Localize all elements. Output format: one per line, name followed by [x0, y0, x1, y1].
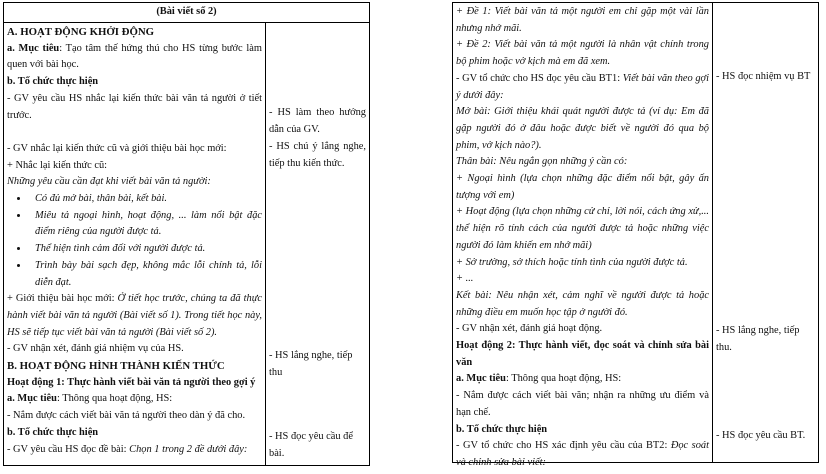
- de-1: + Đề 1: Viết bài văn tả một người em chỉ gặp một vài lần nhưng nhớ mãi.: [456, 6, 709, 34]
- hd1-gv-yeu-cau: - GV yêu cầu HS đọc đề bài: Chọn 1 trong 2 đề dưới đây:: [7, 443, 248, 455]
- gioi-thieu-bai-moi: + Giới thiệu bài học mới: Ở tiết học trước, chúng ta đã thực hành viết bài văn tả người (Bài viết số 1). Trong tiết học này, HS sẽ tiếp tục viết bài văn tả người (Bài viết số 2).: [7, 293, 262, 338]
- teacher-activities-cell: [4, 23, 266, 466]
- hd2-muc-tieu: a. Mục tiêu: Thông qua hoạt động, HS:: [456, 373, 622, 385]
- muc-tieu-a: a. Mục tiêu: Tạo tâm thế hứng thú cho HS từng bước làm quen với bài học.: [7, 42, 262, 71]
- student-activities-cell: [713, 3, 818, 462]
- hs-lang-nghe: - HS lắng nghe, tiếp thu.: [716, 325, 800, 353]
- hd1-to-chuc-heading: b. Tổ chức thực hiện: [7, 426, 99, 438]
- lesson-table-right: [452, 2, 819, 468]
- so-truong: + Sở trường, sở thích hoặc tính tình của người được tả.: [456, 256, 688, 268]
- hs-doc-yeu-cau: - HS đọc yêu cầu BT.: [716, 430, 806, 441]
- hs-chu-y: - HS chú ý lắng nghe, tiếp thu kiến thức.: [269, 141, 366, 169]
- requirements-list: [7, 191, 262, 291]
- gv-nhac-lai: - GV nhắc lại kiến thức cũ và giới thiệu bài học mới:: [7, 142, 227, 154]
- hoat-dong-2-heading: Hoạt động 2: Thực hành viết, đọc soát và chỉnh sửa bài văn: [456, 340, 709, 368]
- table-title: (Bài viết số 2): [4, 3, 369, 23]
- section-b-heading: B. HOẠT ĐỘNG HÌNH THÀNH KIẾN THỨC: [7, 360, 225, 373]
- hd2-to-chuc-heading: b. Tổ chức thực hiện: [456, 423, 548, 435]
- de-2: + Đề 2: Viết bài văn tả một người là nhân vật chính trong bộ phim hoặc vở kịch mà em đã xem.: [456, 39, 709, 68]
- lesson-table-left: [3, 2, 370, 466]
- list-item: • Có đủ mở bài, thân bài, kết bài.: [29, 191, 262, 208]
- gv-nhan-xet: - GV nhận xét, đánh giá nhiệm vụ của HS.: [7, 343, 184, 355]
- hd2-nam-duoc: - Nắm được cách viết bài văn; nhận ra những ưu điểm và hạn chế.: [456, 390, 709, 418]
- teacher-activities-cell: [453, 3, 713, 468]
- to-chuc-heading: b. Tổ chức thực hiện: [7, 76, 99, 88]
- hoat-dong: + Hoạt động (lựa chọn những cử chỉ, lời nói, cách ứng xử,... thể hiện rõ tính cách của người được tả hoặc những việc người đó làm khiến em nhớ mãi): [456, 206, 709, 251]
- hs-doc-nhiem-vu: - HS đọc nhiệm vụ BT: [716, 71, 811, 82]
- hoat-dong-1-heading: Hoạt động 1: Thực hành viết bài văn tả người theo gợi ý: [7, 376, 256, 388]
- gv-yeu-cau: - GV yêu cầu HS nhắc lại kiến thức bài văn tả người ở tiết trước.: [7, 92, 262, 121]
- section-a-heading: A. HOẠT ĐỘNG KHỞI ĐỘNG: [7, 26, 155, 38]
- ngoai-hinh: + Ngoại hình (lựa chọn những đặc điểm nổi bật, gây ấn tượng với em): [456, 173, 709, 201]
- yeu-cau-heading: Những yêu cầu cần đạt khi viết bài văn tả người:: [7, 176, 211, 188]
- list-item: • Trình bày bài sạch đẹp, không mắc lỗi chính tả, lỗi diễn đạt.: [29, 258, 262, 291]
- hs-lam-theo: - HS làm theo hướng dẫn của GV.: [269, 107, 366, 135]
- ket-bai: Kết bài: Nêu nhận xét, cảm nghĩ về người được tả hoặc những điều em muốn học tập ở người đó.: [456, 289, 709, 318]
- ellipsis-item: + ...: [456, 273, 474, 285]
- hs-doc-yeu-cau: - HS đọc yêu cầu để bài.: [269, 431, 353, 459]
- than-bai: Thân bài: Nêu ngắn gọn những ý cần có:: [456, 156, 628, 168]
- gv-nhan-xet: - GV nhận xét, đánh giá hoạt động.: [456, 323, 603, 335]
- student-activities-cell: [266, 23, 369, 466]
- hd1-muc-tieu: a. Mục tiêu: Thông qua hoạt động, HS:: [7, 393, 173, 405]
- hd1-nam-duoc: - Nắm được cách viết bài văn tả người theo dàn ý đã cho.: [7, 410, 246, 422]
- hs-lang-nghe: - HS lắng nghe, tiếp thu: [269, 350, 353, 378]
- mo-bai: Mở bài: Giới thiệu khái quát người được tả (ví dụ: Em đã gặp người đó ở đâu hoặc được biết về người đó qua bộ phim, vở kịch nào?).: [456, 106, 709, 151]
- gv-bt1: - GV tổ chức cho HS đọc yêu cầu BT1: Viết bài văn theo gợi ý dưới đây:: [456, 72, 709, 101]
- list-item: • Miêu tả ngoại hình, hoạt động, ... làm nổi bật đặc điểm riêng của người được tả.: [29, 208, 262, 241]
- list-item: • Thể hiện tình cảm đối với người được tả.: [29, 241, 262, 258]
- hd2-gv: - GV tổ chức cho HS xác định yêu cầu của BT2: Đọc soát và chỉnh sửa bài viết:: [456, 440, 709, 468]
- nhac-lai-cu: + Nhắc lại kiến thức cũ:: [7, 159, 108, 171]
